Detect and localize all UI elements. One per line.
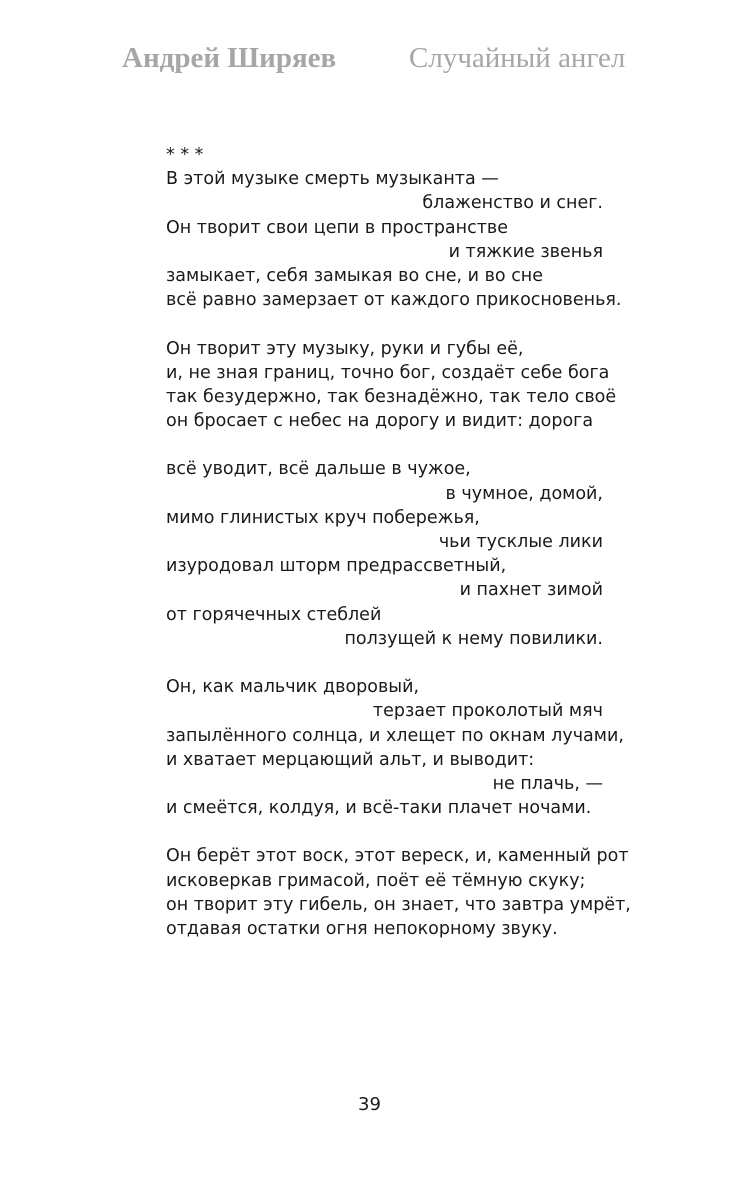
poem-line: он творит эту гибель, он знает, что завтра умрёт, (166, 894, 631, 915)
stanza (166, 457, 603, 651)
poem-separator: * * * (166, 145, 204, 165)
poem-line: и тяжкие звенья (448, 241, 603, 262)
poem-line: Он творит свои цепи в пространстве (166, 217, 508, 238)
poem-line: и смеётся, колдуя, и всё-таки плачет ночами. (166, 798, 592, 819)
poem-line: всё уводит, всё дальше в чужое, (166, 459, 471, 480)
stanza (166, 844, 631, 941)
poem (166, 143, 631, 941)
stanza-gap (166, 312, 603, 336)
poem-line: Он творит эту музыку, руки и губы её, (166, 338, 524, 359)
stanza-gap (166, 820, 603, 844)
poem-line: блаженство и снег. (422, 193, 603, 214)
stanza (166, 167, 622, 312)
poem-line: замыкает, себя замыкая во сне, и во сне (166, 265, 544, 286)
stanza (166, 675, 624, 820)
poem-line: запылённого солнца, и хлещет по окнам лучами, (166, 725, 624, 746)
stanza (166, 337, 617, 434)
header-book-title: Случайный ангел (409, 42, 626, 74)
running-header (0, 36, 739, 86)
poem-line: терзает проколотый мяч (372, 701, 603, 722)
poem-line: так безудержно, так безнадёжно, так тело своё (166, 386, 617, 407)
poem-line: всё равно замерзает от каждого прикосновенья. (166, 290, 622, 311)
poem-line: в чумное, домой, (445, 483, 603, 504)
poem-line: и хватает мерцающий альт, и выводит: (166, 749, 535, 770)
header-author: Андрей Ширяев (122, 42, 337, 74)
stanza-gap (166, 433, 603, 457)
poem-line: чьи тусклые лики (438, 532, 603, 552)
poem-line: он бросает с небес на дорогу и видит: дорога (166, 411, 594, 432)
poem-stanzas (166, 167, 631, 941)
poem-line: отдавая остатки огня непокорному звуку. (166, 919, 558, 939)
poem-line: мимо глинистых круч побережья, (166, 507, 480, 528)
poem-line: и пахнет зимой (459, 580, 603, 601)
stanza-gap (166, 651, 603, 675)
poem-line: изуродовал шторм предрассветный, (166, 556, 507, 577)
page-number: 39 (358, 1094, 381, 1115)
poem-line: и, не зная границ, точно бог, создаёт себе бога (166, 362, 610, 383)
poem-line: В этой музыке смерть музыканта — (166, 169, 499, 190)
poem-line: Он берёт этот воск, этот вереск, и, каменный рот (166, 846, 629, 867)
poem-line: ползущей к нему повилики. (344, 628, 603, 649)
poem-line: Он, как мальчик дворовый, (166, 677, 420, 698)
poem-line: от горячечных стеблей (166, 604, 382, 625)
poem-line: не плачь, — (492, 773, 603, 794)
poem-line: исковеркав гримасой, поёт её тёмную скуку; (166, 870, 586, 891)
